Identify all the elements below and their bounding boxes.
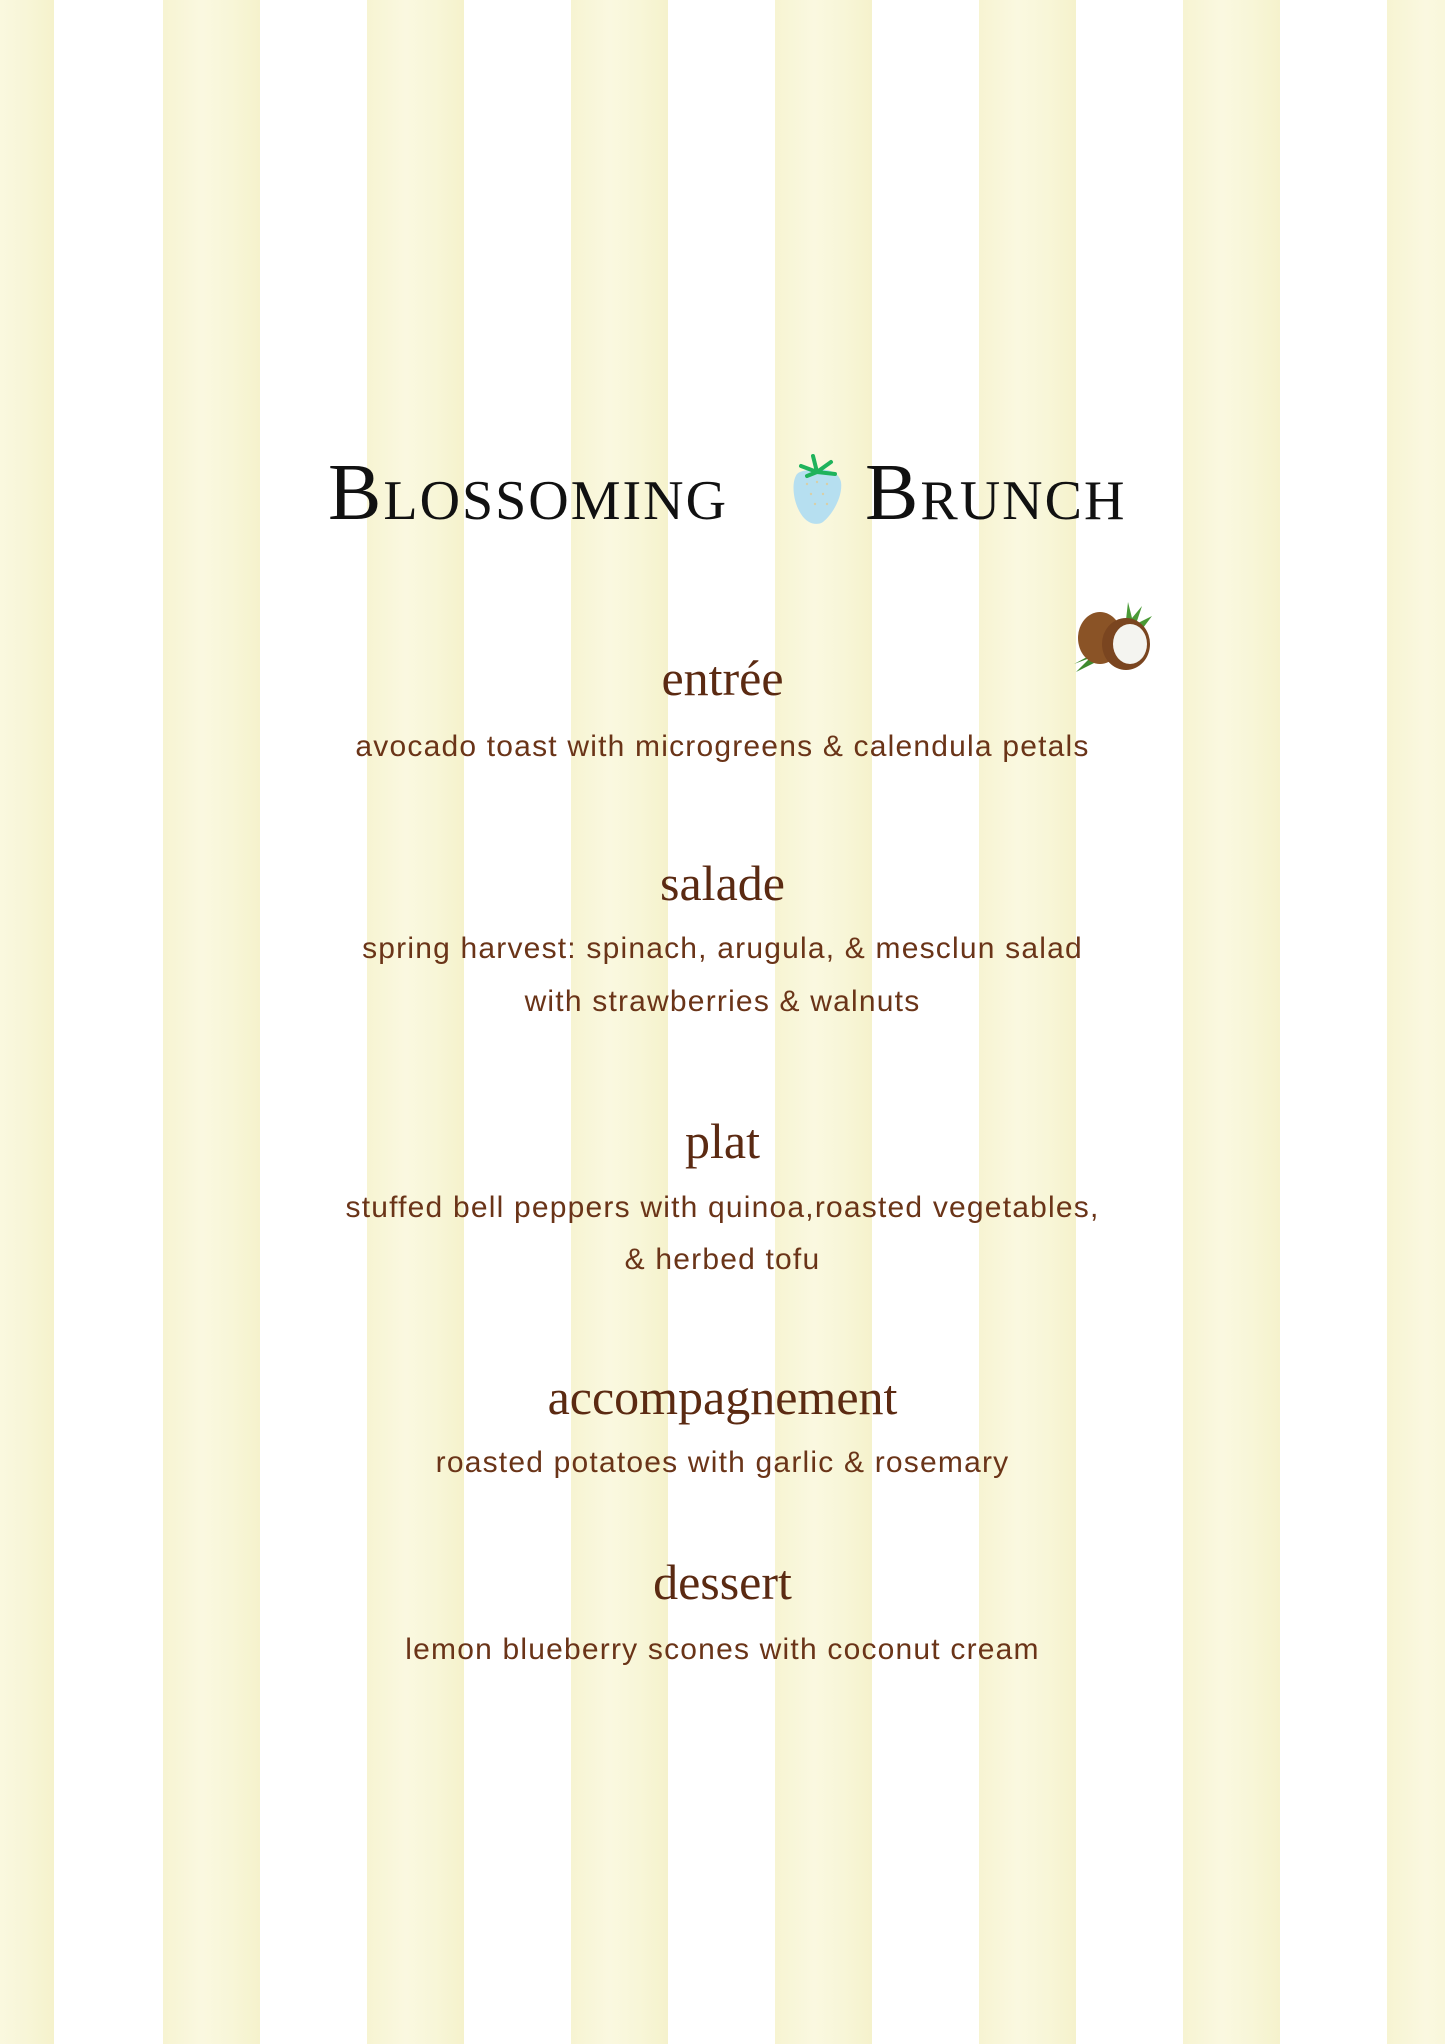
course-description: lemon blueberry scones with coconut cream	[405, 1633, 1040, 1666]
course-description: roasted potatoes with garlic & rosemary	[435, 1446, 1010, 1479]
course-description: stuffed bell peppers with quinoa,roasted vegetables,	[345, 1191, 1100, 1224]
course-description: & herbed tofu	[624, 1243, 821, 1276]
title-word-blossoming: Blossoming	[328, 449, 729, 537]
course-description: with strawberries & walnuts	[524, 985, 921, 1018]
course-heading: accompagnement	[547, 1369, 898, 1425]
menu-title	[0, 448, 1445, 538]
course-heading: entrée	[661, 650, 784, 706]
course-heading: dessert	[653, 1554, 792, 1610]
title-word-brunch: Brunch	[865, 449, 1127, 537]
course-heading: salade	[660, 855, 785, 911]
strawberry-icon	[787, 452, 847, 526]
course-heading: plat	[685, 1113, 760, 1169]
course-description: avocado toast with microgreens & calendula petals	[355, 730, 1090, 763]
course-description: spring harvest: spinach, arugula, & mesclun salad	[362, 932, 1083, 965]
